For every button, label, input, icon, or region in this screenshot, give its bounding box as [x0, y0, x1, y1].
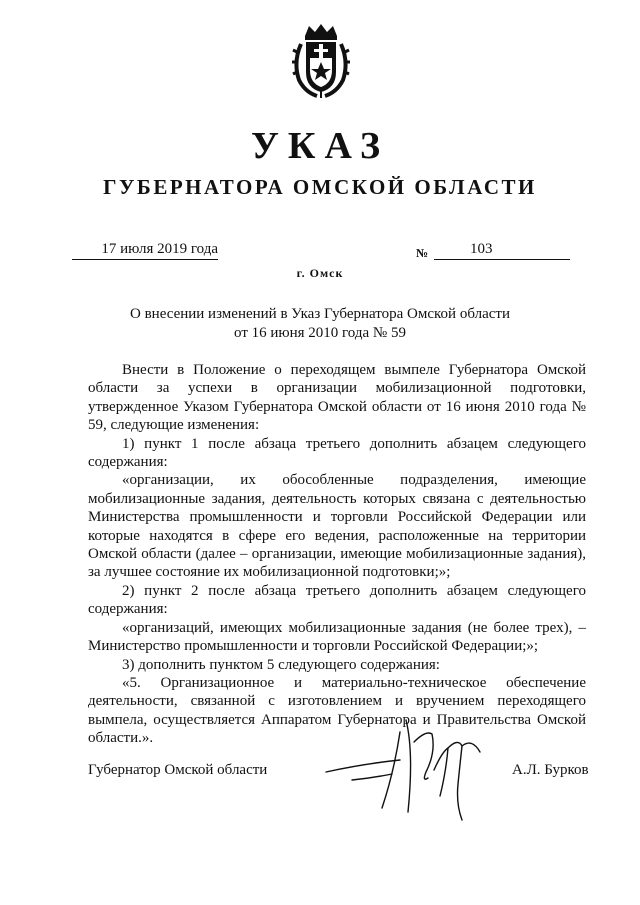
body-paragraph: «организации, их обособленные подразделения, имеющие мобилизационные задания, деятельность которых связана с деятельностью Министерства промышленности и торговли Российской Федерации или которые находятся в сфере его ведения, расположенные на территории Омской области (далее – организации, имеющие мобилизационные задания), за лучшее состояние их мобилизационной подготовки;»; — [88, 472, 586, 581]
document-type-title: УКАЗ — [251, 125, 389, 167]
body-paragraph: «5. Организационное и материально-техническое обеспечение деятельности, связанной с изготовлением и вручением переходящего вымпела, осуществляется Аппаратом Губернатора и Правительства Омской области.». — [88, 674, 586, 747]
body-paragraph: 2) пункт 2 после абзаца третьего дополнить абзацем следующего содержания: — [88, 582, 586, 618]
coat-of-arms-icon — [291, 22, 351, 102]
document-body — [88, 361, 586, 748]
document-subject — [0, 305, 640, 343]
body-paragraph: «организаций, имеющих мобилизационные задания (не более трех), – Министерство промышленности и торговли Российской Федерации;»; — [88, 619, 586, 655]
document-city: г. Омск — [296, 266, 344, 280]
issuer-title: ГУБЕРНАТОРА ОМСКОЙ ОБЛАСТИ — [103, 175, 537, 199]
document-date: 17 июля 2019 года — [72, 240, 218, 260]
handwritten-signature-icon — [322, 712, 512, 822]
signatory-name: А.Л. Бурков — [512, 762, 589, 778]
body-paragraph: 1) пункт 1 после абзаца третьего дополнить абзацем следующего содержания: — [88, 435, 586, 471]
number-sign: № — [416, 246, 429, 260]
document-number: 103 — [434, 240, 570, 260]
body-paragraph: Внести в Положение о переходящем вымпеле Губернатора Омской области за успехи в организации мобилизационной подготовки, утвержденное Указом Губернатора Омской области от 16 июня 2010 года № 59, следующие изменения: — [88, 362, 586, 434]
signatory-title: Губернатор Омской области — [88, 762, 268, 778]
subject-line-1: О внесении изменений в Указ Губернатора Омской области — [130, 306, 510, 322]
body-paragraph: 3) дополнить пунктом 5 следующего содержания: — [122, 656, 440, 673]
subject-line-2: от 16 июня 2010 года № 59 — [234, 325, 406, 341]
